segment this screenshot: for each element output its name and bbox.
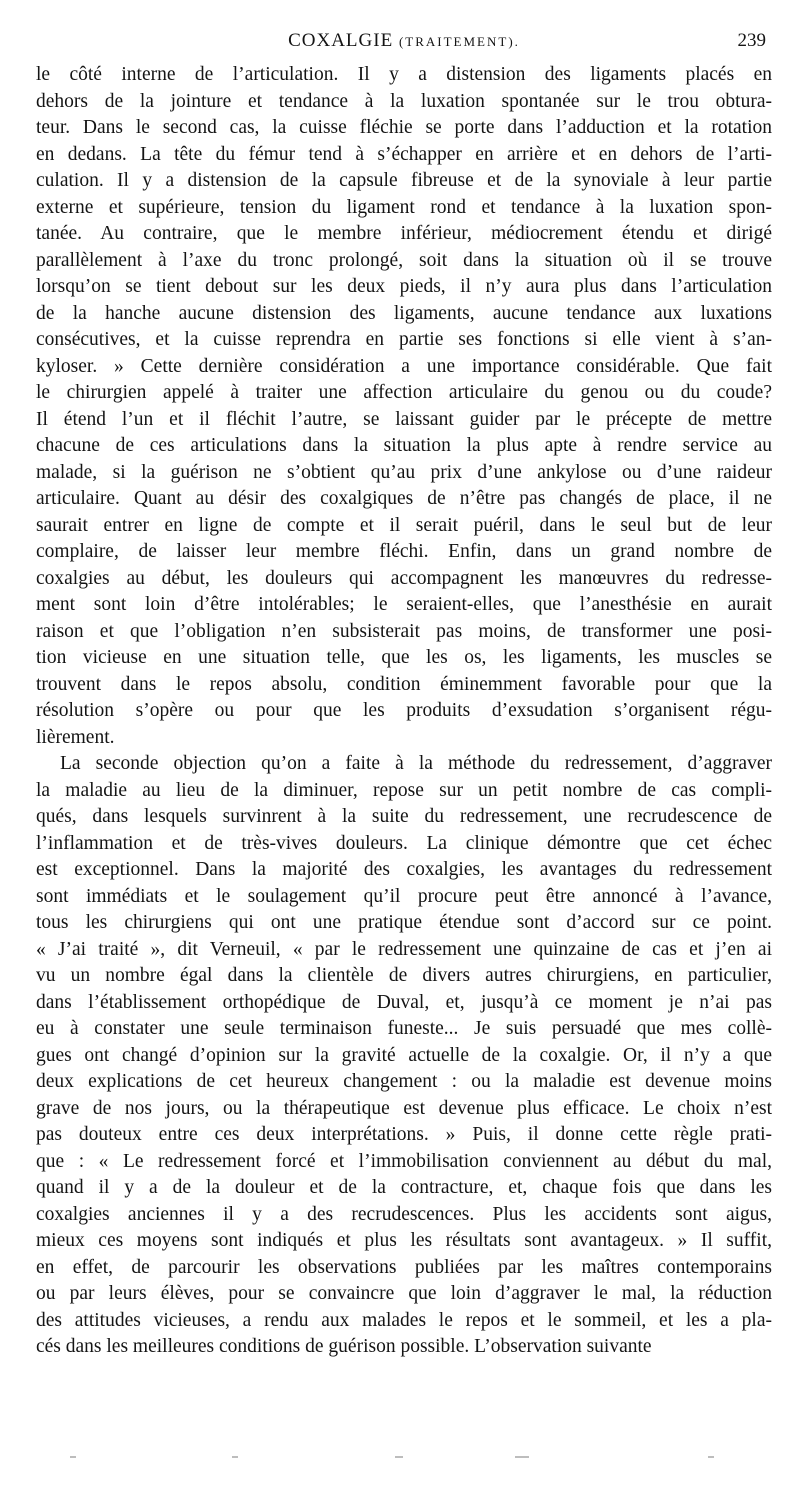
text-line: ment sont loin d’être intolérables; le seraient-elles, que l’anesthésie en aurait [36,594,772,615]
text-line: complaire, de laisser leur membre fléchi. Enfin, dans un grand nombre de [36,541,772,562]
text-line: articulaire. Quant au désir des coxalgiques de n’être pas changés de place, il ne [36,488,772,509]
text-line: parallèlement à l’axe du tronc prolongé, soit dans la situation où il se trouve [36,249,772,271]
text-line: culation. Il y a distension de la capsule fibreuse et de la synoviale à leur partie [36,170,772,191]
text-line: ou par leurs élèves, pour se convaincre que loin d’aggraver le mal, la réduction [36,1283,772,1304]
text-line: en dedans. La tête du fémur tend à s’échapper en arrière et en dehors de l’arti- [36,143,772,165]
text-line: chacune de ces articulations dans la situation la plus apte à rendre service au [36,435,772,456]
running-head [36,30,772,58]
text-line: coxalgies au début, les douleurs qui accompagnent les manœuvres du redresse- [36,567,772,589]
text-line: gues ont changé d’opinion sur la gravité actuelle de la coxalgie. Or, il n’y a que [36,1044,772,1066]
text-line: cés dans les meilleures conditions de guérison possible. L’observation suivante [36,1336,652,1357]
text-line: le chirurgien appelé à traiter une affection articulaire du genou ou du coude? [36,382,772,403]
text-line: des attitudes vicieuses, a rendu aux malades le repos et le sommeil, et les a pla- [36,1309,772,1331]
text-line: en effet, de parcourir les observations publiées par les maîtres contemporains [36,1256,772,1278]
text-line: deux explications de cet heureux changement : ou la maladie est devenue moins [36,1071,772,1092]
running-title-main: COXALGIE [288,30,394,51]
text-line: vu un nombre égal dans la clientèle de divers autres chirurgiens, en particulier, [36,965,772,986]
text-line: lièrement. [36,726,115,748]
text-line: lorsqu’on se tient debout sur les deux pieds, il n’y aura plus dans l’articulation [36,276,772,297]
text-line: dans l’établissement orthopédique de Duval, et, jusqu’à ce moment je n’ai pas [36,991,772,1013]
text-line: raison et que l’obligation n’en subsisterait pas moins, de transformer une posi- [36,620,772,642]
scan-mark [395,1456,403,1458]
text-line: La seconde objection qu’on a faite à la méthode du redressement, d’aggraver [60,753,772,774]
text-line: est exceptionnel. Dans la majorité des coxalgies, les avantages du redressement [36,859,772,880]
text-line: l’inflammation et de très-vives douleurs. La clinique démontre que cet échec [36,832,772,854]
text-line: qués, dans lesquels survinrent à la suite du redressement, une recrudescence de [36,806,772,827]
running-title [36,30,772,52]
text-line: dehors de la jointure et tendance à la luxation spontanée sur le trou obtura- [36,90,772,112]
text-line: externe et supérieure, tension du ligament rond et tendance à la luxation spon- [36,196,772,218]
text-line: sont immédiats et le soulagement qu’il procure peut être annoncé à l’avance, [36,885,772,907]
text-line: la maladie au lieu de la diminuer, repose sur un petit nombre de cas compli- [36,779,772,801]
text-line: de la hanche aucune distension des ligaments, aucune tendance aux luxations [36,302,772,324]
text-line: teur. Dans le second cas, la cuisse fléchie se porte dans l’adduction et la rotation [36,117,772,138]
scan-mark [232,1456,238,1458]
text-line: que : « Le redressement forcé et l’immobilisation conviennent au début du mal, [36,1150,772,1172]
body-text [36,62,772,1361]
footer-scan-marks [0,1456,800,1468]
text-line: mieux ces moyens sont indiqués et plus les résultats sont avantageux. » Il suffit, [36,1230,772,1251]
page-number: 239 [737,30,766,51]
text-line: eu à constater une seule terminaison funeste... Je suis persuadé que mes collè- [36,1018,772,1039]
text-line: pas douteux entre ces deux interprétations. » Puis, il donne cette règle prati- [36,1124,772,1145]
running-title-subtitle: (TRAITEMENT). [398,34,520,49]
text-line: kyloser. » Cette dernière considération a une importance considérable. Que fait [36,355,772,377]
text-line: tous les chirurgiens qui ont une pratique étendue sont d’accord sur ce point. [36,912,772,933]
text-line: consécutives, et la cuisse reprendra en partie ses fonctions si elle vient à s’an- [36,329,772,350]
text-line: Il étend l’un et il fléchit l’autre, se laissant guider par le précepte de mettre [36,408,772,430]
text-line: résolution s’opère ou pour que les produits d’exsudation s’organisent régu- [36,700,772,721]
text-line: tion vicieuse en une situation telle, que les os, les ligaments, les muscles se [36,647,772,668]
text-line: quand il y a de la douleur et de la contracture, et, chaque fois que dans les [36,1177,772,1198]
scan-mark [515,1456,529,1458]
text-line: grave de nos jours, ou la thérapeutique est devenue plus efficace. Le choix n’est [36,1097,772,1119]
scan-mark [70,1456,76,1458]
text-line: « J’ai traité », dit Verneuil, « par le redressement une quinzaine de cas et j’en ai [36,938,772,960]
text-line: coxalgies anciennes il y a des recrudescences. Plus les accidents sont aigus, [36,1203,772,1225]
text-line: le côté interne de l’articulation. Il y a distension des ligaments placés en [36,64,772,85]
text-line: trouvent dans le repos absolu, condition éminemment favorable pour que la [36,673,772,695]
scan-mark [708,1456,714,1458]
text-line: malade, si la guérison ne s’obtient qu’au prix d’une ankylose ou d’une raideur [36,461,772,483]
text-line: saurait entrer en ligne de compte et il serait puéril, dans le seul but de leur [36,514,772,536]
text-line: tanée. Au contraire, que le membre inférieur, médiocrement étendu et dirigé [36,223,772,244]
